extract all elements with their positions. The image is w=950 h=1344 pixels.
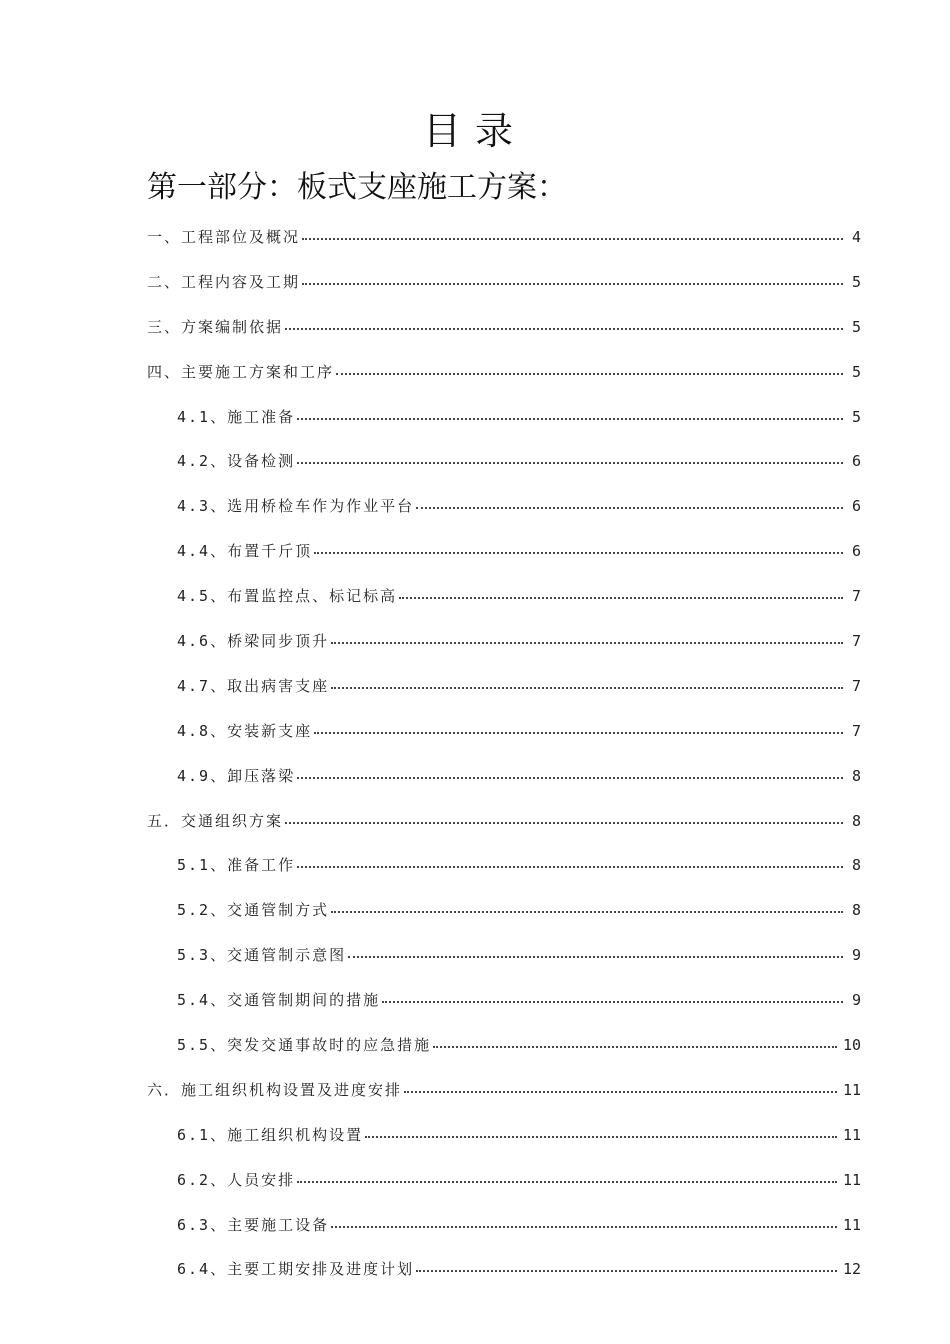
toc-entry[interactable] <box>147 675 861 720</box>
toc-entry-label: 6.2、人员安排 <box>177 1170 296 1189</box>
toc-entry-page-number: 7 <box>851 587 861 606</box>
toc-entry-page-number: 5 <box>851 317 861 336</box>
page-title: 目录 <box>422 109 527 153</box>
toc-entry-label: 五．交通组织方案 <box>147 811 284 830</box>
toc-entry[interactable] <box>147 989 861 1034</box>
toc-leader-dots <box>365 1136 837 1138</box>
part-title: 第一部分：板式支座施工方案： <box>147 170 567 205</box>
toc-entry-label: 4.8、安装新支座 <box>177 721 313 740</box>
toc-leader-dots <box>314 552 843 554</box>
toc-entry[interactable] <box>147 1079 861 1124</box>
toc-entry-page-number: 5 <box>851 272 861 291</box>
toc-leader-dots <box>331 642 843 644</box>
toc-entry[interactable] <box>147 585 861 630</box>
toc-entry[interactable] <box>147 899 861 944</box>
toc-entry-page-number: 6 <box>851 497 861 516</box>
toc-entry-page-number: 11 <box>842 1215 861 1234</box>
toc-entry[interactable] <box>147 1124 861 1169</box>
toc-entry-label: 6.4、主要工期安排及进度计划 <box>177 1260 415 1279</box>
toc-entry-page-number: 8 <box>851 811 861 830</box>
toc-entry-label: 4.1、施工准备 <box>177 407 296 426</box>
toc-entry-page-number: 8 <box>851 901 861 920</box>
toc-leader-dots <box>302 238 843 240</box>
toc-entry-page-number: 4 <box>851 228 861 246</box>
toc-entry-page-number: 11 <box>842 1080 861 1099</box>
toc-leader-dots <box>314 732 843 734</box>
toc-entry[interactable] <box>147 271 861 316</box>
toc-entry-page-number: 8 <box>851 766 861 785</box>
toc-entry-label: 二、工程内容及工期 <box>147 272 301 291</box>
toc-entry-page-number: 5 <box>851 362 861 381</box>
toc-leader-dots <box>331 1226 837 1228</box>
toc-entry-page-number: 7 <box>851 632 861 651</box>
toc-entry[interactable] <box>147 495 861 540</box>
toc-entry-label: 6.3、主要施工设备 <box>177 1215 330 1234</box>
toc-entry[interactable] <box>147 406 861 451</box>
toc-leader-dots <box>297 1181 837 1183</box>
toc-entry-page-number: 9 <box>851 991 861 1010</box>
table-of-contents <box>147 226 861 1303</box>
toc-leader-dots <box>297 462 843 464</box>
toc-entry-page-number: 8 <box>851 856 861 875</box>
toc-entry-label: 5.4、交通管制期间的措施 <box>177 991 381 1010</box>
toc-entry-label: 5.5、突发交通事故时的应急措施 <box>177 1036 432 1055</box>
toc-entry-label: 四、主要施工方案和工序 <box>147 362 335 381</box>
toc-entry-label: 4.7、取出病害支座 <box>177 676 330 695</box>
toc-leader-dots <box>302 283 843 285</box>
toc-entry[interactable] <box>147 540 861 585</box>
toc-entry-page-number: 5 <box>851 407 861 426</box>
toc-entry-page-number: 6 <box>851 452 861 471</box>
toc-leader-dots <box>433 1046 837 1048</box>
toc-entry-label: 5.2、交通管制方式 <box>177 901 330 920</box>
toc-entry[interactable] <box>147 630 861 675</box>
toc-entry[interactable] <box>147 854 861 899</box>
toc-entry[interactable] <box>147 361 861 406</box>
toc-entry[interactable] <box>147 316 861 361</box>
toc-leader-dots <box>416 507 843 509</box>
toc-entry[interactable] <box>147 720 861 765</box>
toc-entry[interactable] <box>147 1169 861 1214</box>
toc-entry-page-number: 6 <box>851 542 861 561</box>
toc-entry[interactable] <box>147 944 861 989</box>
toc-entry[interactable] <box>147 810 861 855</box>
toc-entry-page-number: 11 <box>842 1170 861 1189</box>
toc-entry-label: 4.2、设备检测 <box>177 452 296 471</box>
toc-entry-page-number: 11 <box>842 1125 861 1144</box>
toc-leader-dots <box>416 1270 837 1272</box>
toc-leader-dots <box>285 328 843 330</box>
toc-entry-label: 6.1、施工组织机构设置 <box>177 1125 364 1144</box>
toc-entry-label: 一、工程部位及概况 <box>147 228 301 246</box>
toc-entry[interactable] <box>147 450 861 495</box>
toc-entry-page-number: 7 <box>851 676 861 695</box>
toc-entry-page-number: 9 <box>851 946 861 965</box>
toc-entry[interactable] <box>147 1214 861 1259</box>
toc-entry[interactable] <box>147 226 861 271</box>
toc-leader-dots <box>331 687 843 689</box>
toc-entry-label: 5.1、准备工作 <box>177 856 296 875</box>
toc-entry-label: 4.4、布置千斤顶 <box>177 542 313 561</box>
toc-entry[interactable] <box>147 1034 861 1079</box>
toc-leader-dots <box>285 822 843 824</box>
toc-entry[interactable] <box>147 1258 861 1303</box>
toc-entry-page-number: 7 <box>851 721 861 740</box>
toc-leader-dots <box>399 597 843 599</box>
toc-entry-label: 4.5、布置监控点、标记标高 <box>177 587 398 606</box>
toc-entry-label: 4.3、选用桥检车作为作业平台 <box>177 497 415 516</box>
toc-leader-dots <box>331 911 843 913</box>
toc-leader-dots <box>336 373 843 375</box>
toc-entry[interactable] <box>147 765 861 810</box>
toc-entry-page-number: 12 <box>842 1260 861 1279</box>
toc-entry-label: 5.3、交通管制示意图 <box>177 946 347 965</box>
toc-leader-dots <box>297 418 843 420</box>
toc-leader-dots <box>297 866 843 868</box>
toc-leader-dots <box>404 1091 837 1093</box>
toc-leader-dots <box>297 777 843 779</box>
toc-entry-page-number: 10 <box>842 1036 861 1055</box>
toc-leader-dots <box>348 956 843 958</box>
toc-entry-label: 六．施工组织机构设置及进度安排 <box>147 1080 403 1099</box>
toc-leader-dots <box>382 1001 843 1003</box>
toc-entry-label: 三、方案编制依据 <box>147 317 284 336</box>
toc-entry-label: 4.9、卸压落梁 <box>177 766 296 785</box>
toc-entry-label: 4.6、桥梁同步顶升 <box>177 632 330 651</box>
